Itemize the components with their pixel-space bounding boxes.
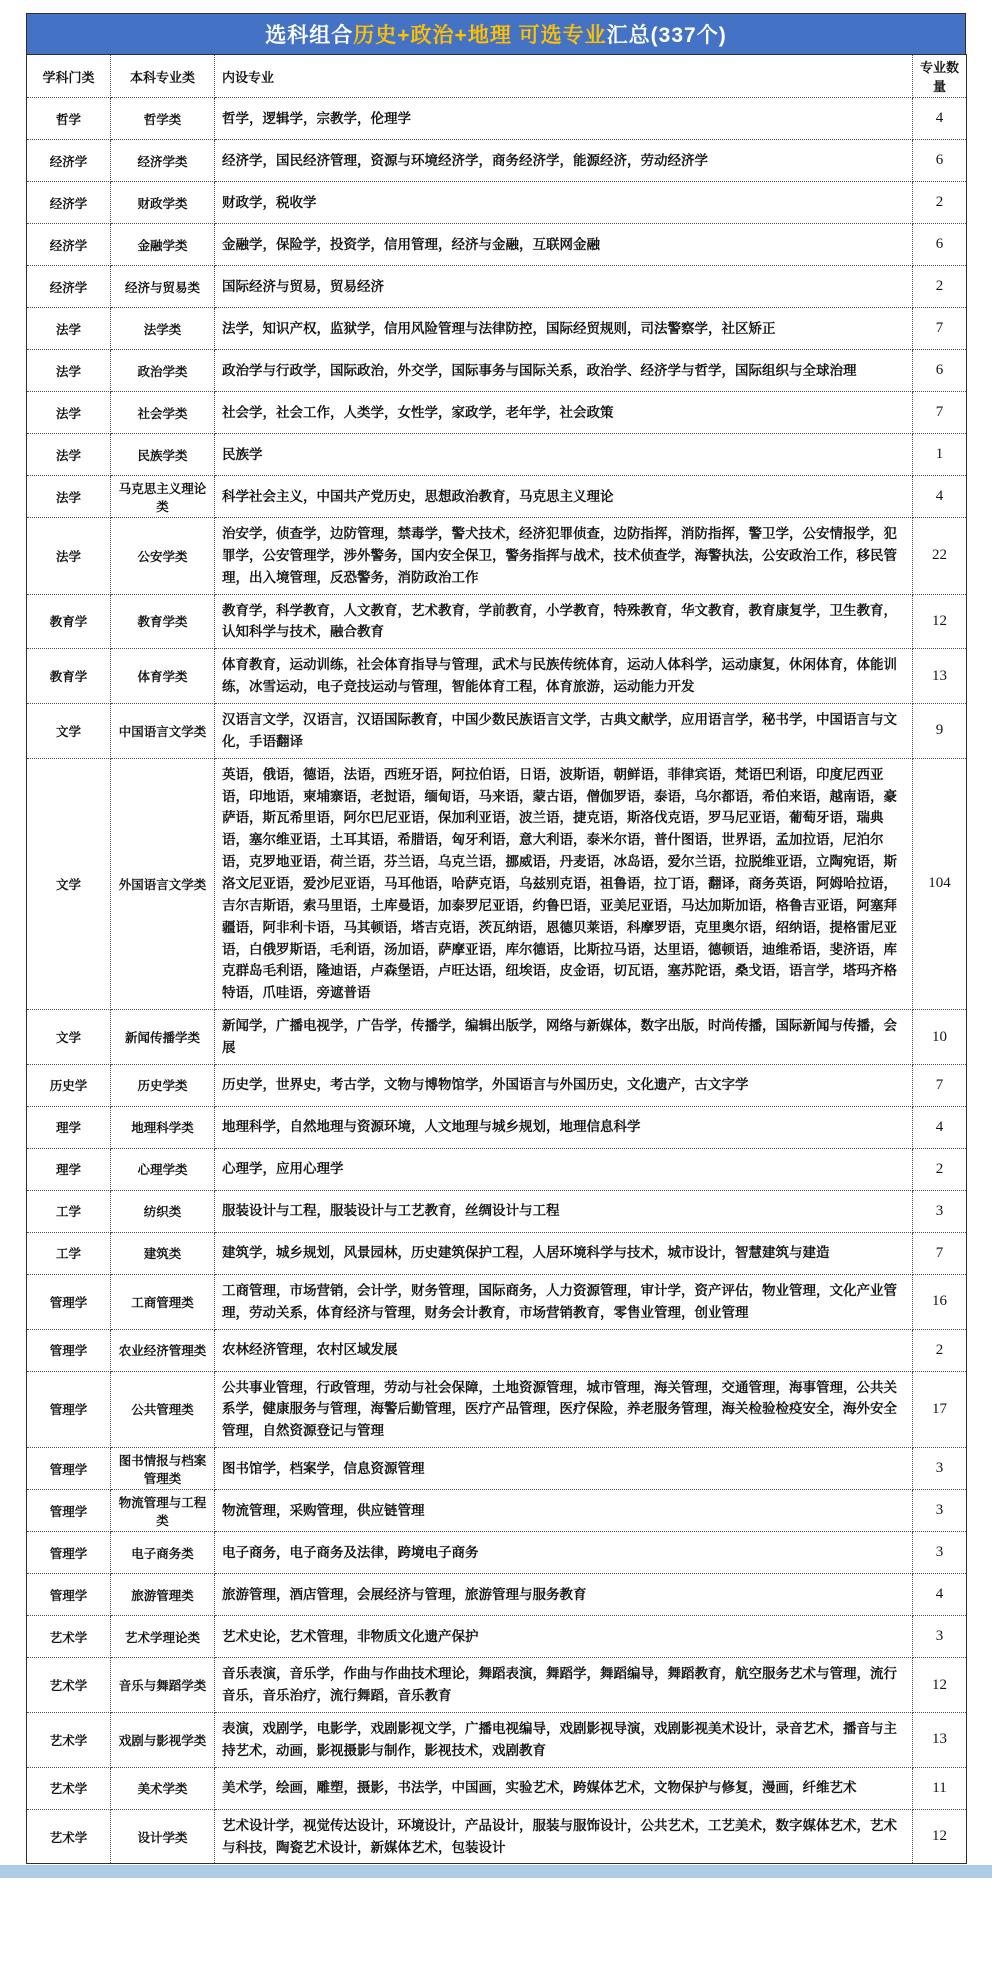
cell-subject-category: 经济学 <box>27 266 111 308</box>
table-row <box>27 1274 967 1329</box>
cell-subject-category: 历史学 <box>27 1064 111 1106</box>
table-row <box>27 1329 967 1371</box>
cell-majors: 艺术设计学，视觉传达设计，环境设计，产品设计，服装与服饰设计，公共艺术，工艺美术，数字媒体艺术，艺术与科技，陶瓷艺术设计，新媒体艺术，包装设计 <box>215 1809 913 1864</box>
cell-major-class: 美术学类 <box>111 1767 215 1809</box>
column-header: 本科专业类 <box>111 55 215 98</box>
cell-subject-category: 文学 <box>27 1010 111 1065</box>
cell-major-class: 音乐与舞蹈学类 <box>111 1658 215 1713</box>
title-segment: 历史+政治+地理 <box>353 24 512 47</box>
cell-major-class: 社会学类 <box>111 392 215 434</box>
cell-major-count: 2 <box>913 182 967 224</box>
cell-major-count: 6 <box>913 224 967 266</box>
cell-major-class: 心理学类 <box>111 1148 215 1190</box>
cell-subject-category: 经济学 <box>27 140 111 182</box>
title-segment: 可选专业 <box>511 24 607 47</box>
table-row <box>27 182 967 224</box>
cell-majors: 经济学，国民经济管理，资源与环境经济学，商务经济学，能源经济，劳动经济学 <box>215 140 913 182</box>
cell-major-class: 地理科学类 <box>111 1106 215 1148</box>
cell-major-class: 工商管理类 <box>111 1274 215 1329</box>
table-row <box>27 594 967 649</box>
cell-major-count: 1 <box>913 434 967 476</box>
cell-major-class: 金融学类 <box>111 224 215 266</box>
table-row <box>27 1658 967 1713</box>
cell-major-count: 3 <box>913 1190 967 1232</box>
column-header: 内设专业 <box>215 55 913 98</box>
cell-subject-category: 经济学 <box>27 182 111 224</box>
table-row <box>27 1712 967 1767</box>
cell-major-count: 16 <box>913 1274 967 1329</box>
cell-major-count: 6 <box>913 140 967 182</box>
cell-major-count: 4 <box>913 1574 967 1616</box>
table-row <box>27 649 967 704</box>
cell-majors: 科学社会主义，中国共产党历史，思想政治教育，马克思主义理论 <box>215 476 913 518</box>
table-row <box>27 1106 967 1148</box>
cell-major-class: 戏剧与影视学类 <box>111 1712 215 1767</box>
cell-majors: 哲学，逻辑学，宗教学，伦理学 <box>215 98 913 140</box>
table-row <box>27 1574 967 1616</box>
table-head <box>27 55 967 98</box>
cell-major-count: 3 <box>913 1490 967 1532</box>
column-header: 学科门类 <box>27 55 111 98</box>
header-row <box>27 55 967 98</box>
table-row <box>27 392 967 434</box>
cell-major-count: 12 <box>913 1809 967 1864</box>
cell-major-count: 3 <box>913 1448 967 1490</box>
cell-major-count: 4 <box>913 98 967 140</box>
cell-majors: 工商管理，市场营销，会计学，财务管理，国际商务，人力资源管理，审计学，资产评估，物业管理，文化产业管理，劳动关系，体育经济与管理，财务会计教育，市场营销教育，零售业管理，创业管理 <box>215 1274 913 1329</box>
cell-subject-category: 法学 <box>27 350 111 392</box>
cell-major-count: 13 <box>913 649 967 704</box>
table-row <box>27 1767 967 1809</box>
cell-majors: 民族学 <box>215 434 913 476</box>
cell-majors: 服装设计与工程，服装设计与工艺教育，丝绸设计与工程 <box>215 1190 913 1232</box>
cell-major-class: 电子商务类 <box>111 1532 215 1574</box>
cell-majors: 表演，戏剧学，电影学，戏剧影视文学，广播电视编导，戏剧影视导演，戏剧影视美术设计，录音艺术，播音与主持艺术，动画，影视摄影与制作，影视技术，戏剧教育 <box>215 1712 913 1767</box>
cell-majors: 电子商务，电子商务及法律，跨境电子商务 <box>215 1532 913 1574</box>
table-row <box>27 1371 967 1448</box>
table-row <box>27 1232 967 1274</box>
cell-subject-category: 理学 <box>27 1106 111 1148</box>
cell-majors: 旅游管理，酒店管理，会展经济与管理，旅游管理与服务教育 <box>215 1574 913 1616</box>
cell-major-count: 10 <box>913 1010 967 1065</box>
cell-major-class: 民族学类 <box>111 434 215 476</box>
cell-major-class: 新闻传播学类 <box>111 1010 215 1065</box>
cell-major-class: 外国语言文学类 <box>111 758 215 1009</box>
cell-major-count: 2 <box>913 1148 967 1190</box>
cell-major-count: 12 <box>913 594 967 649</box>
table-row <box>27 758 967 1009</box>
table-row <box>27 350 967 392</box>
cell-major-class: 图书情报与档案管理类 <box>111 1448 215 1490</box>
cell-subject-category: 管理学 <box>27 1448 111 1490</box>
cell-subject-category: 法学 <box>27 392 111 434</box>
cell-subject-category: 法学 <box>27 308 111 350</box>
cell-major-class: 经济学类 <box>111 140 215 182</box>
cell-major-class: 物流管理与工程类 <box>111 1490 215 1532</box>
table-row <box>27 476 967 518</box>
page-title <box>265 19 726 49</box>
cell-subject-category: 管理学 <box>27 1274 111 1329</box>
cell-majors: 教育学，科学教育，人文教育，艺术教育，学前教育，小学教育，特殊教育，华文教育，教育康复学，卫生教育，认知科学与技术，融合教育 <box>215 594 913 649</box>
table-title-bar <box>26 13 966 54</box>
cell-subject-category: 管理学 <box>27 1532 111 1574</box>
cell-majors: 政治学与行政学，国际政治，外交学，国际事务与国际关系，政治学、经济学与哲学，国际组织与全球治理 <box>215 350 913 392</box>
cell-subject-category: 法学 <box>27 518 111 595</box>
table-row <box>27 1010 967 1065</box>
cell-subject-category: 法学 <box>27 434 111 476</box>
cell-majors: 地理科学，自然地理与资源环境，人文地理与城乡规划，地理信息科学 <box>215 1106 913 1148</box>
cell-major-class: 教育学类 <box>111 594 215 649</box>
cell-major-count: 2 <box>913 1329 967 1371</box>
cell-subject-category: 管理学 <box>27 1490 111 1532</box>
cell-subject-category: 管理学 <box>27 1574 111 1616</box>
table-row <box>27 1616 967 1658</box>
cell-majors: 心理学，应用心理学 <box>215 1148 913 1190</box>
cell-major-count: 4 <box>913 476 967 518</box>
cell-major-class: 公安学类 <box>111 518 215 595</box>
table-row <box>27 1148 967 1190</box>
cell-major-count: 22 <box>913 518 967 595</box>
cell-major-class: 旅游管理类 <box>111 1574 215 1616</box>
cell-subject-category: 理学 <box>27 1148 111 1190</box>
table-row <box>27 266 967 308</box>
majors-summary-table <box>26 13 966 1864</box>
table-row <box>27 1809 967 1864</box>
cell-subject-category: 教育学 <box>27 649 111 704</box>
cell-subject-category: 哲学 <box>27 98 111 140</box>
table-row <box>27 518 967 595</box>
cell-major-count: 13 <box>913 1712 967 1767</box>
cell-major-count: 3 <box>913 1532 967 1574</box>
cell-majors: 财政学，税收学 <box>215 182 913 224</box>
cell-majors: 金融学，保险学，投资学，信用管理，经济与金融，互联网金融 <box>215 224 913 266</box>
cell-major-count: 7 <box>913 1064 967 1106</box>
cell-majors: 治安学，侦查学，边防管理，禁毒学，警犬技术，经济犯罪侦查，边防指挥，消防指挥，警卫学，公安情报学，犯罪学，公安管理学，涉外警务，国内安全保卫，警务指挥与战术，技术侦查学，海警执法，公安政治工作，移民管理，出入境管理，反恐警务，消防政治工作 <box>215 518 913 595</box>
cell-subject-category: 工学 <box>27 1232 111 1274</box>
cell-majors: 英语，俄语，德语，法语，西班牙语，阿拉伯语，日语，波斯语，朝鲜语，菲律宾语，梵语巴利语，印度尼西亚语，印地语，柬埔寨语，老挝语，缅甸语，马来语，蒙古语，僧伽罗语，泰语，乌尔都语，希伯来语，越南语，豪萨语，斯瓦希里语，阿尔巴尼亚语，保加利亚语，波兰语，捷克语，斯洛伐克语，罗马尼亚语，葡萄牙语，瑞典语，塞尔维亚语，土耳其语，希腊语，匈牙利语，意大利语，泰米尔语，普什图语，世界语，孟加拉语，尼泊尔语，克罗地亚语，荷兰语，芬兰语，乌克兰语，挪威语，丹麦语，冰岛语，爱尔兰语，拉脱维亚语，立陶宛语，斯洛文尼亚语，爱沙尼亚语，马耳他语，哈萨克语，乌兹别克语，祖鲁语，拉丁语，翻译，商务英语，阿姆哈拉语，吉尔吉斯语，索马里语，土库曼语，加泰罗尼亚语，约鲁巴语，亚美尼亚语，马达加斯加语，格鲁吉亚语，阿塞拜疆语，阿非利卡语，马其顿语，塔吉克语，茨瓦纳语，恩德贝莱语，科摩罗语，克里奥尔语，绍纳语，提格雷尼亚语，白俄罗斯语，毛利语，汤加语，萨摩亚语，库尔德语，比斯拉马语，达里语，德顿语，迪维希语，斐济语，库克群岛毛利语，隆迪语，卢森堡语，卢旺达语，纽埃语，皮金语，切瓦语，塞苏陀语，桑戈语，语言学，塔玛齐格特语，爪哇语，旁遮普语 <box>215 758 913 1009</box>
table-row <box>27 1532 967 1574</box>
cell-major-count: 7 <box>913 1232 967 1274</box>
cell-majors: 汉语言文学，汉语言，汉语国际教育，中国少数民族语言文学，古典文献学，应用语言学，秘书学，中国语言与文化，手语翻译 <box>215 704 913 759</box>
majors-table <box>26 54 967 1864</box>
table-row <box>27 140 967 182</box>
cell-major-count: 104 <box>913 758 967 1009</box>
cell-major-class: 体育学类 <box>111 649 215 704</box>
cell-major-count: 11 <box>913 1767 967 1809</box>
cell-subject-category: 艺术学 <box>27 1767 111 1809</box>
cell-subject-category: 教育学 <box>27 594 111 649</box>
cell-subject-category: 工学 <box>27 1190 111 1232</box>
cell-majors: 物流管理，采购管理，供应链管理 <box>215 1490 913 1532</box>
cell-major-class: 中国语言文学类 <box>111 704 215 759</box>
cell-major-class: 建筑类 <box>111 1232 215 1274</box>
cell-majors: 体育教育，运动训练，社会体育指导与管理，武术与民族传统体育，运动人体科学，运动康复，休闲体育，体能训练，冰雪运动，电子竞技运动与管理，智能体育工程，体育旅游，运动能力开发 <box>215 649 913 704</box>
cell-major-class: 马克思主义理论类 <box>111 476 215 518</box>
cell-major-count: 17 <box>913 1371 967 1448</box>
cell-major-class: 财政学类 <box>111 182 215 224</box>
cell-majors: 艺术史论，艺术管理，非物质文化遗产保护 <box>215 1616 913 1658</box>
cell-subject-category: 经济学 <box>27 224 111 266</box>
title-segment: 汇总(337个) <box>606 24 727 47</box>
cell-major-class: 公共管理类 <box>111 1371 215 1448</box>
cell-majors: 美术学，绘画，雕塑，摄影，书法学，中国画，实验艺术，跨媒体艺术，文物保护与修复，漫画，纤维艺术 <box>215 1767 913 1809</box>
cell-major-count: 2 <box>913 266 967 308</box>
table-row <box>27 704 967 759</box>
table-body <box>27 98 967 1864</box>
cell-major-count: 7 <box>913 308 967 350</box>
cell-majors: 公共事业管理，行政管理，劳动与社会保障，土地资源管理，城市管理，海关管理，交通管理，海事管理，公共关系学，健康服务与管理，海警后勤管理，医疗产品管理，医疗保险，养老服务管理，海关检验检疫安全，海外安全管理，自然资源登记与管理 <box>215 1371 913 1448</box>
table-row <box>27 224 967 266</box>
cell-subject-category: 管理学 <box>27 1329 111 1371</box>
cell-subject-category: 艺术学 <box>27 1616 111 1658</box>
cell-major-class: 设计学类 <box>111 1809 215 1864</box>
cell-major-count: 3 <box>913 1616 967 1658</box>
cell-major-class: 农业经济管理类 <box>111 1329 215 1371</box>
cell-majors: 国际经济与贸易，贸易经济 <box>215 266 913 308</box>
table-row <box>27 98 967 140</box>
cell-subject-category: 法学 <box>27 476 111 518</box>
cell-major-count: 7 <box>913 392 967 434</box>
cell-major-count: 9 <box>913 704 967 759</box>
cell-major-class: 历史学类 <box>111 1064 215 1106</box>
cell-subject-category: 文学 <box>27 758 111 1009</box>
column-header: 专业数量 <box>913 55 967 98</box>
bottom-strip <box>0 1865 992 1878</box>
cell-majors: 音乐表演，音乐学，作曲与作曲技术理论，舞蹈表演，舞蹈学，舞蹈编导，舞蹈教育，航空服务艺术与管理，流行音乐，音乐治疗，流行舞蹈，音乐教育 <box>215 1658 913 1713</box>
cell-majors: 新闻学，广播电视学，广告学，传播学，编辑出版学，网络与新媒体，数字出版，时尚传播，国际新闻与传播，会展 <box>215 1010 913 1065</box>
cell-major-count: 6 <box>913 350 967 392</box>
cell-subject-category: 管理学 <box>27 1371 111 1448</box>
cell-major-count: 4 <box>913 1106 967 1148</box>
table-row <box>27 1448 967 1490</box>
table-row <box>27 1190 967 1232</box>
cell-major-class: 纺织类 <box>111 1190 215 1232</box>
cell-majors: 社会学，社会工作，人类学，女性学，家政学，老年学，社会政策 <box>215 392 913 434</box>
cell-major-class: 艺术学理论类 <box>111 1616 215 1658</box>
cell-major-class: 政治学类 <box>111 350 215 392</box>
table-row <box>27 1064 967 1106</box>
cell-majors: 法学，知识产权，监狱学，信用风险管理与法律防控，国际经贸规则，司法警察学，社区矫正 <box>215 308 913 350</box>
cell-major-class: 法学类 <box>111 308 215 350</box>
cell-majors: 历史学，世界史，考古学，文物与博物馆学，外国语言与外国历史，文化遗产，古文字学 <box>215 1064 913 1106</box>
cell-majors: 图书馆学，档案学，信息资源管理 <box>215 1448 913 1490</box>
cell-major-class: 哲学类 <box>111 98 215 140</box>
cell-subject-category: 艺术学 <box>27 1712 111 1767</box>
cell-subject-category: 文学 <box>27 704 111 759</box>
table-row <box>27 308 967 350</box>
cell-subject-category: 艺术学 <box>27 1658 111 1713</box>
cell-majors: 建筑学，城乡规划，风景园林，历史建筑保护工程，人居环境科学与技术，城市设计，智慧建筑与建造 <box>215 1232 913 1274</box>
cell-majors: 农林经济管理，农村区域发展 <box>215 1329 913 1371</box>
cell-subject-category: 艺术学 <box>27 1809 111 1864</box>
table-row <box>27 434 967 476</box>
cell-major-count: 12 <box>913 1658 967 1713</box>
table-row <box>27 1490 967 1532</box>
title-segment: 选科组合 <box>265 24 354 47</box>
cell-major-class: 经济与贸易类 <box>111 266 215 308</box>
